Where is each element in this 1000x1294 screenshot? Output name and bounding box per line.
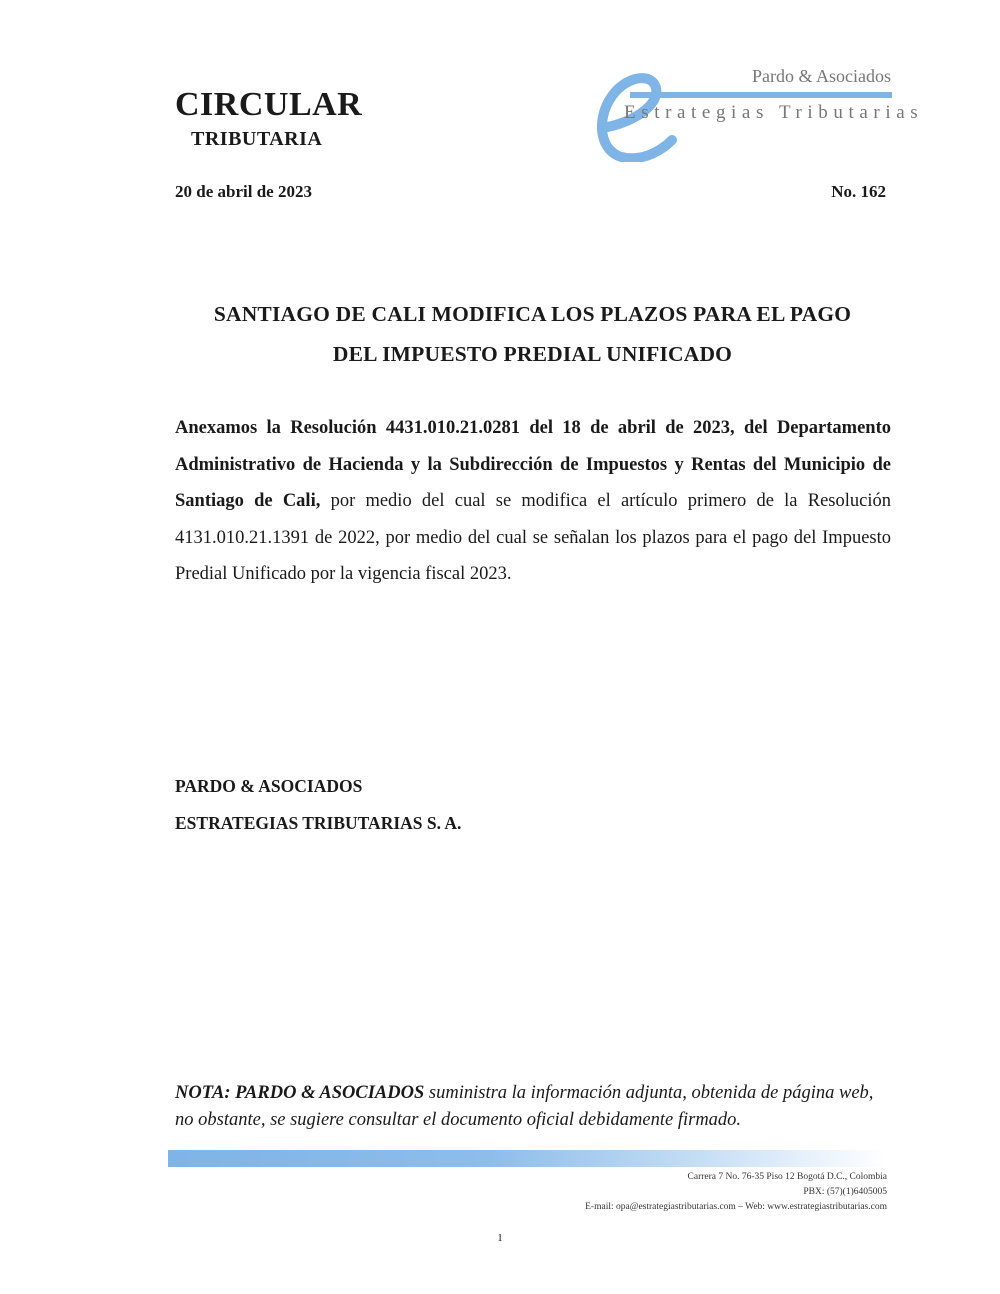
- signature-firm: PARDO & ASOCIADOS: [175, 776, 363, 796]
- footer-phone: PBX: (57)(1)6405005: [803, 1187, 887, 1197]
- footer-divider-bar: [168, 1150, 886, 1167]
- body-paragraph: [175, 410, 891, 593]
- headline-line-1: SANTIAGO DE CALI MODIFICA LOS PLAZOS PARA EL PAGO: [213, 302, 852, 326]
- disclaimer-note: [175, 1080, 893, 1134]
- body-text: por medio del cual se modifica el artículo primero de la Resolución 4131.010.21.1391 de 2022, por medio del cual se señalan los plazos para el pago del Impuesto Predial Unificado por la vigencia fiscal 2023.: [175, 491, 891, 584]
- headline-line-2: DEL IMPUESTO PREDIAL UNIFICADO: [332, 342, 733, 366]
- signature-company: ESTRATEGIAS TRIBUTARIAS S. A.: [175, 813, 462, 833]
- footer-address: Carrera 7 No. 76-35 Piso 12 Bogotá D.C., Colombia: [687, 1172, 887, 1182]
- note-text: suministra la información adjunta, obtenida de página web, no obstante, se sugiere consultar el documento oficial debidamente firmado.: [175, 1083, 874, 1130]
- circular-title: CIRCULAR: [175, 86, 363, 123]
- logo-tagline: Estrategias Tributarias: [624, 102, 924, 123]
- note-bold-text: NOTA: PARDO & ASOCIADOS: [175, 1083, 425, 1103]
- footer-contact: E-mail: opa@estrategiastributarias.com – Web: www.estrategiastributarias.com: [585, 1202, 887, 1212]
- body-bold-text: Anexamos la Resolución 4431.010.21.0281 del 18 de abril de 2023, del Departamento Administrativo de Hacienda y la Subdirección de Impuestos y Rentas del Municipio de Santiago de Cali,: [175, 418, 891, 511]
- page-number: 1: [497, 1232, 503, 1244]
- circular-date: 20 de abril de 2023: [175, 182, 312, 201]
- logo-firm-name: Pardo & Asociados: [752, 66, 891, 86]
- circular-number: No. 162: [831, 182, 886, 201]
- headline: [170, 294, 895, 374]
- company-logo: [590, 66, 924, 162]
- circular-subtitle: TRIBUTARIA: [191, 128, 323, 150]
